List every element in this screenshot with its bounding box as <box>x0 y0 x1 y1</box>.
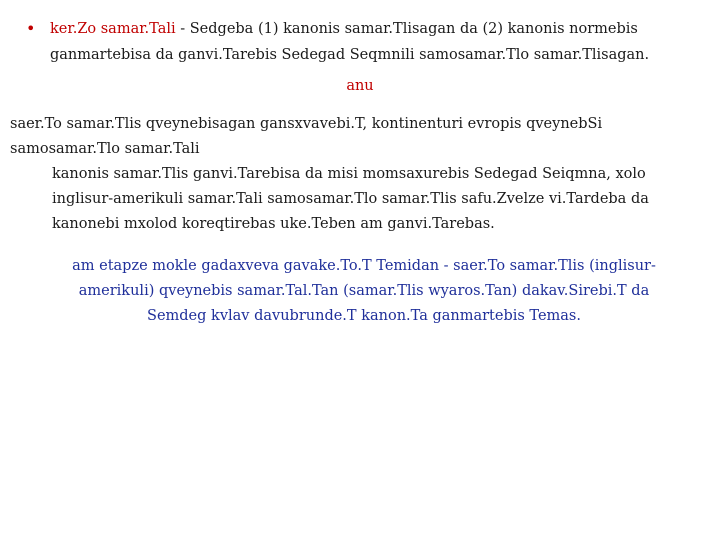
bullet-text <box>50 16 676 68</box>
bullet-term: ker.Zo samar.Tali <box>50 21 176 37</box>
center-connector-word: anu <box>346 78 374 94</box>
paragraph-comparison-rest: kanonis samar.Tlis ganvi.Tarebisa da misi momsaxurebis Sedegad Seiqmna, xolo inglisur-amerikuli samar.Tali samosamar.Tlo samar.Tlis safu.Zvelze vi.Tardeba da kanonebi mxolod koreqtirebas uke.Teben am ganvi.Tarebas. <box>52 166 649 232</box>
paragraph-digression: am etapze mokle gadaxveva gavake.To.T Temidan - saer.To samar.Tlis (inglisur-amerikuli) qveynebis samar.Tal.Tan (samar.Tlis wyaros.Tan) dakav.Sirebi.T da Semdeg kvlav davubrunde.T kanon.Ta ganmartebis Temas. <box>72 258 656 324</box>
paragraph-comparison-first-line: saer.To samar.Tlis qveynebisagan gansxvavebi.T, kontinenturi evropis qveynebSi samosamar.Tlo samar.Tali <box>10 116 603 157</box>
bullet-item <box>26 16 676 68</box>
bullet-definition: - Sedgeba (1) kanonis samar.Tlisagan da (2) kanonis normebis ganmartebisa da ganvi.Tarebis Sedegad Seqmnili samosamar.Tlo samar.Tlisagan. <box>50 21 650 63</box>
bullet-icon: • <box>26 19 36 38</box>
paragraph-comparison <box>10 112 700 237</box>
